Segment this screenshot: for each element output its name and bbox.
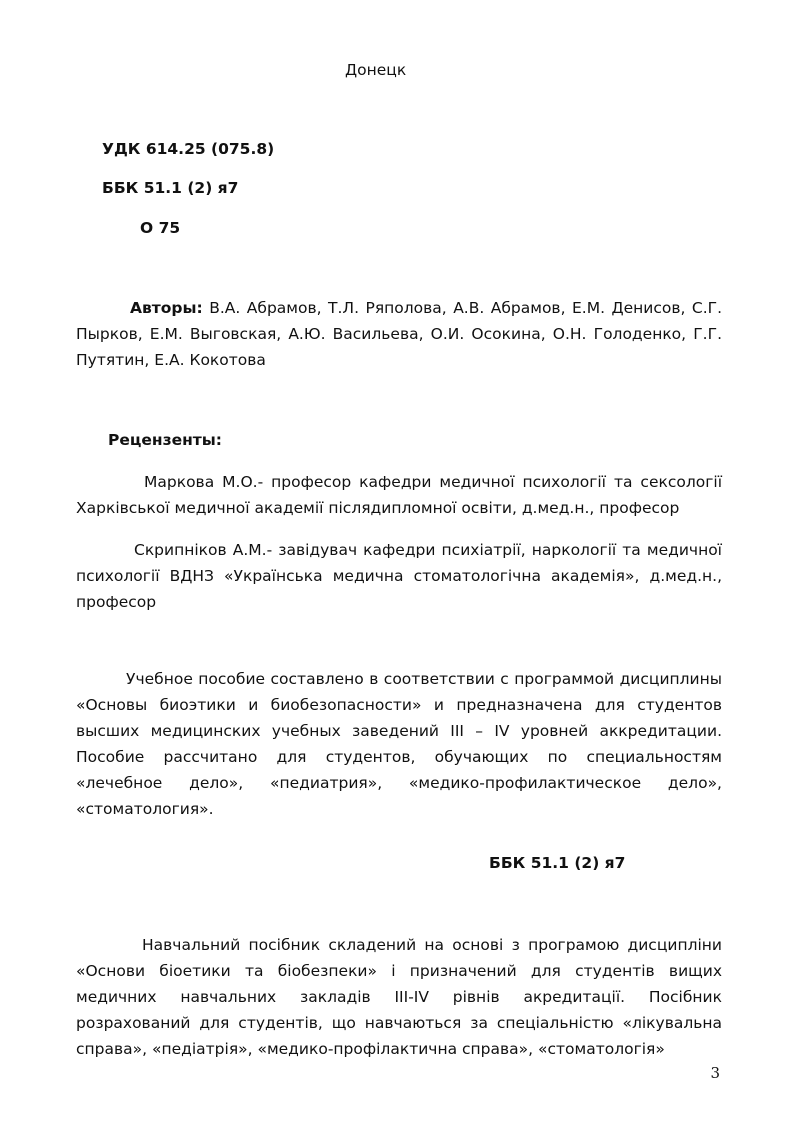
city: Донецк <box>345 61 407 79</box>
authors-paragraph <box>76 295 722 373</box>
udk-code: УДК 614.25 (075.8) <box>102 140 275 158</box>
annotation-russian: Учебное пособие составлено в соответствии с программой дисциплины «Основы биоэтики и биобезопасности» и предназначена для студентов высших медицинских учебных заведений III – IV уровней аккредитации. Пособие рассчитано для студентов, обучающих по специальностям «лечебное дело», «педиатрия», «медико-профилактическое дело», «стоматология». <box>76 670 722 818</box>
reviewer-second: Скрипніков А.М.- завідувач кафедри психіатрії, наркології та медичної психології ВДНЗ «Українська медична стоматологічна академія», д.мед.н., професор <box>76 541 722 611</box>
authors-list: В.А. Абрамов, Т.Л. Ряполова, А.В. Абрамов, Е.М. Денисов, С.Г. Пырков, Е.М. Выговская, А.Ю. Васильева, О.И. Осокина, О.Н. Голоденко, Г.Г. Путятин, Е.А. Кокотова <box>76 299 722 369</box>
bbk-code-middle: ББК 51.1 (2) я7 <box>489 854 626 872</box>
page-number: 3 <box>710 1064 720 1082</box>
author-mark-code: О 75 <box>140 219 181 237</box>
reviewer-first: Маркова М.О.- професор кафедри медичної психології та сексології Харківської медичної академії післядипломної освіти, д.мед.н., професор <box>76 473 722 517</box>
reviewers-label: Рецензенты: <box>108 431 223 449</box>
bbk-code-top: ББК 51.1 (2) я7 <box>102 179 239 197</box>
annotation-ukrainian: Навчальний посібник складений на основі з програмою дисципліни «Основи біоетики та біобезпеки» і призначений для студентів вищих медичних навчальних закладів III-IV рівнів акредитації. Посібник розрахований для студентів, що навчаються за спеціальністю «лікувальна справа», «педіатрія», «медико-профілактична справа», «стоматологія» <box>76 936 722 1058</box>
authors-label: Авторы: <box>130 299 203 317</box>
